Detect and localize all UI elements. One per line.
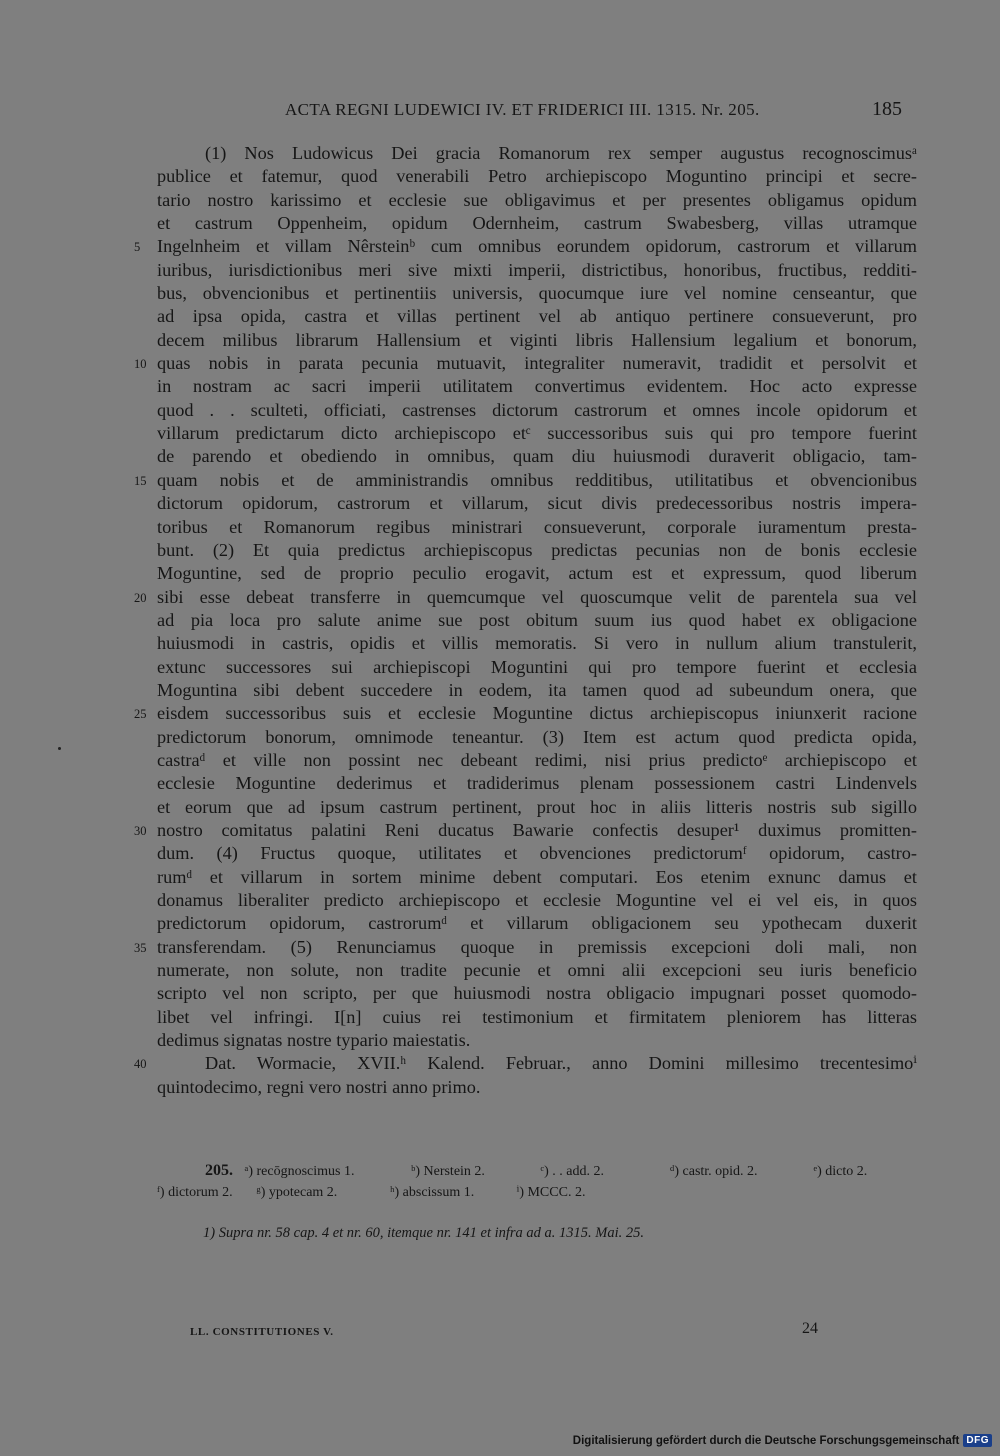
text-line: [134, 1052, 917, 1075]
signature-mark: 24: [802, 1320, 818, 1337]
reference-note: 1) Supra nr. 58 cap. 4 et nr. 60, itemque nr. 141 et infra ad a. 1315. Mai. 25.: [203, 1225, 645, 1241]
line-text: quod . . sculteti, officiati, castrenses dictorum castrorum et omnes incole opidorum et: [157, 399, 917, 420]
line-text: (1) Nos Ludowicus Dei gracia Romanorum rex semper augustus recognoscimusᵃ: [205, 143, 917, 163]
footnote-doc-number: 205.: [205, 1162, 233, 1179]
footnote-f: ᶠ) dictorum 2.: [157, 1185, 233, 1200]
text-line: [134, 469, 917, 492]
text-line: [157, 259, 917, 282]
text-line: [157, 866, 917, 889]
text-line: [157, 282, 917, 305]
text-line: [157, 772, 917, 795]
text-line: [134, 586, 917, 609]
line-text: ecclesie Moguntine dederimus et tradiderimus plenam possessionem castri Lindenvels: [157, 773, 917, 794]
text-line: [157, 142, 917, 165]
text-line: [134, 352, 917, 375]
footnotes: [157, 1160, 917, 1204]
line-text: ad ipsa opida, castra et villas pertinent vel ab antiquo pertinere consueverunt, pro: [157, 306, 917, 327]
series-label: LL. CONSTITUTIONES V.: [190, 1326, 334, 1338]
text-line: [157, 329, 917, 352]
footnote-c: ᶜ) . . add. 2.: [540, 1164, 604, 1179]
text-line: [157, 539, 917, 562]
text-line: [157, 912, 917, 935]
text-line: [134, 936, 917, 959]
text-line: [157, 189, 917, 212]
text-line: [157, 796, 917, 819]
line-text: dictorum opidorum, castrorum et villarum, sicut divis predecessoribus nostris impera-: [157, 493, 917, 514]
line-text: et eorum que ad ipsum castrum pertinent, prout hoc in aliis litteris nostris sub sigillo: [157, 796, 917, 817]
line-text: in nostram ac sacri imperii utilitatem convertimus evidentem. Hoc acto expresse: [157, 376, 917, 397]
line-text: tario nostro karissimo et ecclesie sue obligavimus et per presentes obligamus opidum: [157, 189, 917, 210]
line-text: eisdem successoribus suis et ecclesie Moguntine dictus archiepiscopus iniunxerit racione: [157, 703, 917, 724]
text-line: [157, 562, 917, 585]
line-text: donamus liberaliter predicto archiepiscopo et ecclesie Moguntine vel ei vel eis, in quos: [157, 890, 917, 910]
line-text: ad pia loca pro salute anime sue post obitum suum ius quod habet ex obligacione: [157, 609, 917, 630]
text-line: [157, 842, 917, 865]
line-text: extunc successores sui archiepiscopi Moguntini qui pro tempore fuerint et ecclesia: [157, 656, 917, 677]
dfg-credit[interactable]: [573, 1434, 992, 1447]
line-text: transferendam. (5) Renunciamus quoque in premissis excepcioni doli mali, non: [157, 936, 917, 957]
footnote-line-1: [157, 1160, 917, 1182]
text-line: [157, 726, 917, 749]
line-text: scripto vel non scripto, per que huiusmodi nostra obligacio impugnari posset quomodo-: [157, 983, 917, 1004]
text-line: [157, 165, 917, 188]
text-line: [157, 375, 917, 398]
text-line: [157, 632, 917, 655]
text-line: [157, 982, 917, 1005]
line-text: libet vel infringi. I[n] cuius rei testimonium et firmitatem pleniorem has litteras: [157, 1006, 917, 1027]
line-text: Moguntine, sed de proprio peculio erogavit, actum est et expressum, quod liberum: [157, 563, 917, 584]
text-line: [157, 422, 917, 445]
line-number: 5: [134, 240, 141, 255]
line-text: dum. (4) Fructus quoque, utilitates et obvenciones predictorumᶠ opidorum, castro-: [157, 843, 917, 864]
line-number: 35: [134, 940, 147, 955]
footnote-h: ʰ) abscissum 1.: [390, 1185, 475, 1200]
footnote-i: ⁱ) MCCC. 2.: [516, 1185, 586, 1200]
footnote-d: ᵈ) castr. opid. 2.: [670, 1164, 758, 1179]
text-line: [157, 889, 917, 912]
line-number: 30: [134, 823, 147, 838]
document-body: [134, 142, 917, 1099]
text-line: [157, 1076, 917, 1099]
line-text: castraᵈ et ville non possint nec debeant redimi, nisi prius predictoᵉ archiepiscopo et: [157, 749, 917, 770]
text-line: [157, 516, 917, 539]
text-line: [157, 749, 917, 772]
footnote-e: ᵉ) dicto 2.: [813, 1164, 868, 1179]
line-text: villarum predictarum dicto archiepiscopo etᶜ successoribus suis qui pro tempore fuerint: [157, 423, 917, 444]
text-line: [157, 1029, 917, 1052]
line-number: 25: [134, 707, 147, 722]
footnote-line-2: [157, 1182, 917, 1204]
line-text: iuribus, iurisdictionibus meri sive mixti imperii, districtibus, honoribus, fructibus, redditi-: [157, 259, 917, 280]
dfg-logo-icon: DFG: [963, 1434, 992, 1447]
page-number: 185: [872, 98, 902, 120]
text-line: [134, 702, 917, 725]
line-text: sibi esse debeat transferre in quemcumque vel quoscumque velit de parentela sua vel: [157, 586, 917, 607]
line-number: 10: [134, 357, 147, 372]
line-text: toribus et Romanorum regibus ministrari consueverunt, corporale iuramentum presta-: [157, 516, 917, 537]
text-line: [157, 305, 917, 328]
line-text: decem milibus librarum Hallensium et viginti libris Hallensium legalium et bonorum,: [157, 329, 917, 350]
line-text: de parendo et obediendo in omnibus, quam diu huiusmodi duraverit obligacio, tam-: [157, 446, 917, 467]
footnote-a: ᵃ) recōgnoscimus 1.: [244, 1164, 355, 1179]
dfg-credit-text: Digitalisierung gefördert durch die Deutsche Forschungsgemeinschaft: [572, 1434, 960, 1447]
text-line: [157, 492, 917, 515]
line-number: 15: [134, 473, 147, 488]
line-text: quas nobis in parata pecunia mutuavit, integraliter numeravit, tradidit et persolvit et: [157, 353, 917, 374]
line-text: nostro comitatus palatini Reni ducatus Bawarie confectis desuper¹ duximus promitten-: [157, 819, 917, 840]
line-text: bus, obvencionibus et pertinentiis universis, quocumque iure vel nomine censeantur, que: [157, 283, 917, 304]
line-text: rumᵈ et villarum in sortem minime debent computari. Eos etenim exnunc damus et: [157, 866, 917, 887]
text-line: [157, 212, 917, 235]
line-number: 40: [134, 1057, 147, 1072]
line-text: et castrum Oppenheim, opidum Odernheim, castrum Swabesberg, villas utramque: [157, 213, 917, 234]
footnote-g: ᵍ) ypotecam 2.: [256, 1185, 338, 1200]
text-line: [157, 679, 917, 702]
text-line: [157, 656, 917, 679]
text-line: [134, 235, 917, 258]
line-text: numerate, non solute, non tradite pecunie et omni alii excepcioni seu iuris beneficio: [157, 960, 917, 981]
text-line: [157, 959, 917, 982]
line-text: quam nobis et de amministrandis omnibus redditibus, utilitatibus et obvencionibus: [157, 469, 917, 490]
line-text: Dat. Wormacie, XVII.ʰ Kalend. Februar., anno Domini millesimo trecentesimoⁱ: [205, 1053, 917, 1074]
line-text: publice et fatemur, quod venerabili Petro archiepiscopo Moguntino principi et secre-: [157, 166, 917, 187]
line-text: quintodecimo, regni vero nostri anno primo.: [157, 1076, 481, 1097]
text-line: [157, 445, 917, 468]
footnote-b: ᵇ) Nerstein 2.: [411, 1164, 485, 1179]
line-text: dedimus signatas nostre typario maiestatis.: [157, 1030, 471, 1051]
line-text: Ingelnheim et villam Nêrsteinᵇ cum omnibus eorundem opidorum, castrorum et villarum: [157, 236, 917, 257]
line-number: 20: [134, 590, 147, 605]
line-text: Moguntina sibi debent succedere in eodem, ita tamen quod ad subeundum onera, que: [157, 679, 917, 700]
line-text: predictorum opidorum, castrorumᵈ et villarum obligacionem seu ypothecam duxerit: [157, 913, 917, 934]
line-text: huiusmodi in castris, opidis et villis memoratis. Si vero in nullum alium transtulerit,: [157, 633, 917, 654]
running-head: ACTA REGNI LUDEWICI IV. ET FRIDERICI III. 1315. Nr. 205.: [285, 100, 760, 119]
text-line: [157, 609, 917, 632]
text-line: [157, 399, 917, 422]
margin-dot: [58, 747, 61, 750]
line-text: predictorum bonorum, omnimode teneantur. (3) Item est actum quod predicta opida,: [157, 726, 917, 747]
text-line: [134, 819, 917, 842]
line-text: bunt. (2) Et quia predictus archiepiscopus predictas pecunias non de bonis ecclesie: [157, 539, 917, 560]
text-line: [157, 1006, 917, 1029]
